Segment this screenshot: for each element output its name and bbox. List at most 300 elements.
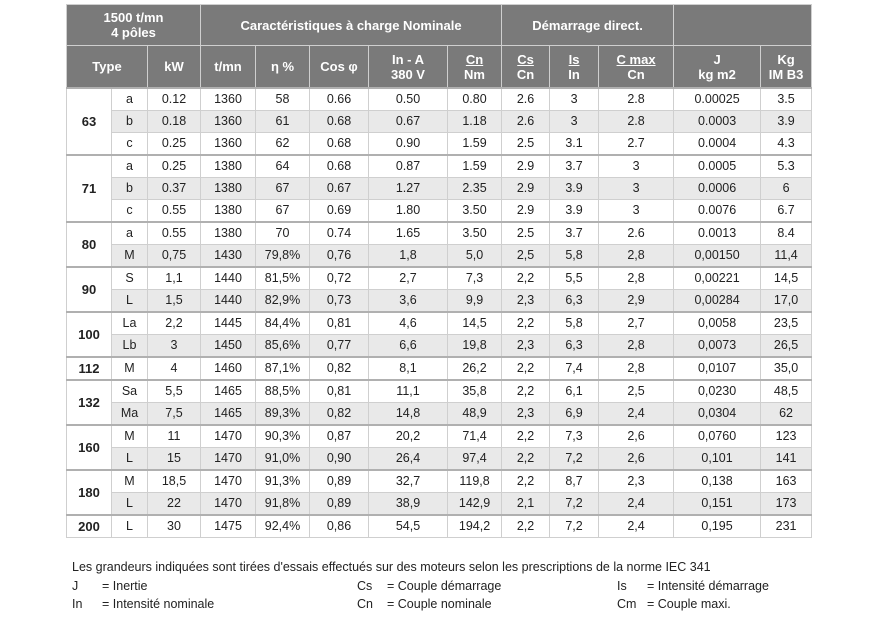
legend-item [357,597,492,611]
value-cell: 7,3 [550,425,599,448]
value-cell: 2,2 [502,380,550,403]
col-cn: Cn Nm [448,46,502,89]
variant-cell: a [112,222,148,245]
value-cell: 3.7 [550,155,599,178]
value-cell: 1450 [201,335,256,358]
value-cell: 1.80 [369,200,448,223]
value-cell: 2.9 [502,155,550,178]
value-cell: 5,0 [448,245,502,268]
value-cell: 2.5 [502,222,550,245]
value-cell: 1440 [201,290,256,313]
variant-cell: L [112,515,148,538]
legend-definition: = Intensité démarrage [647,579,769,593]
value-cell: 3.9 [550,178,599,200]
value-cell: 2,9 [599,290,674,313]
speed-title-line2: 4 pôles [111,25,156,40]
notes-intro: Les grandeurs indiquées sont tirées d'essais effectués sur des moteurs selon les prescriptions de la norme IEC 341 [72,560,711,574]
value-cell: 3 [599,200,674,223]
value-cell: 4.3 [761,133,812,156]
type-cell: 132 [67,380,112,425]
type-cell: 80 [67,222,112,267]
value-cell: 0.0004 [674,133,761,156]
value-cell: 64 [256,155,310,178]
table-row [67,403,812,426]
value-cell: 142,9 [448,493,502,516]
value-cell: 2,5 [502,245,550,268]
speed-title-line1: 1500 t/mn [103,10,164,25]
value-cell: 5.3 [761,155,812,178]
value-cell: 2.8 [599,111,674,133]
table-row [67,470,812,493]
value-cell: 89,3% [256,403,310,426]
table-row [67,222,812,245]
value-cell: 6 [761,178,812,200]
value-cell: 0.0005 [674,155,761,178]
value-cell: 0.18 [148,111,201,133]
value-cell: 0.0003 [674,111,761,133]
value-cell: 3.7 [550,222,599,245]
type-cell: 100 [67,312,112,357]
value-cell: 11 [148,425,201,448]
value-cell: 0,0760 [674,425,761,448]
value-cell: 61 [256,111,310,133]
variant-cell: c [112,133,148,156]
value-cell: 14,8 [369,403,448,426]
value-cell: 2,6 [599,448,674,471]
value-cell: 2.9 [502,200,550,223]
value-cell: 8,7 [550,470,599,493]
value-cell: 7,4 [550,357,599,380]
value-cell: 2.6 [502,88,550,111]
value-cell: 26,2 [448,357,502,380]
value-cell: 85,6% [256,335,310,358]
value-cell: 0.50 [369,88,448,111]
value-cell: 1360 [201,88,256,111]
value-cell: 0.67 [310,178,369,200]
value-cell: 0,00150 [674,245,761,268]
value-cell: 0,00221 [674,267,761,290]
value-cell: 0.66 [310,88,369,111]
value-cell: 0,101 [674,448,761,471]
value-cell: 91,8% [256,493,310,516]
value-cell: 11,4 [761,245,812,268]
value-cell: 32,7 [369,470,448,493]
value-cell: 70 [256,222,310,245]
legend-symbol: Cn [357,597,373,611]
value-cell: 1.18 [448,111,502,133]
value-cell: 97,4 [448,448,502,471]
value-cell: 26,4 [369,448,448,471]
value-cell: 1,5 [148,290,201,313]
value-cell: 2,4 [599,515,674,538]
value-cell: 2,7 [369,267,448,290]
value-cell: 0,151 [674,493,761,516]
value-cell: 1380 [201,222,256,245]
legend-symbol: J [72,579,79,593]
value-cell: 2,2 [502,425,550,448]
value-cell: 2.35 [448,178,502,200]
table-row [67,335,812,358]
type-cell: 63 [67,88,112,155]
value-cell: 2,3 [502,403,550,426]
value-cell: 17,0 [761,290,812,313]
value-cell: 0.87 [369,155,448,178]
variant-cell: c [112,200,148,223]
value-cell: 1360 [201,111,256,133]
value-cell: 0,72 [310,267,369,290]
table-row [67,88,812,111]
value-cell: 92,4% [256,515,310,538]
value-cell: 6,1 [550,380,599,403]
value-cell: 0,89 [310,493,369,516]
value-cell: 3 [550,111,599,133]
col-j: J kg m2 [674,46,761,89]
value-cell: 3 [599,178,674,200]
value-cell: 91,0% [256,448,310,471]
legend-definition: = Couple démarrage [387,579,502,593]
value-cell: 0,86 [310,515,369,538]
value-cell: 2,2 [502,357,550,380]
variant-cell: L [112,290,148,313]
value-cell: 5,8 [550,312,599,335]
value-cell: 0,77 [310,335,369,358]
value-cell: 2.6 [502,111,550,133]
legend-symbol: Cm [617,597,637,611]
speed-title [67,5,201,46]
variant-cell: b [112,178,148,200]
value-cell: 3,6 [369,290,448,313]
value-cell: 0,89 [310,470,369,493]
value-cell: 7,2 [550,515,599,538]
value-cell: 0,0058 [674,312,761,335]
variant-cell: a [112,155,148,178]
value-cell: 2.8 [599,88,674,111]
value-cell: 163 [761,470,812,493]
value-cell: 1.65 [369,222,448,245]
value-cell: 30 [148,515,201,538]
nominal-group-header: Caractéristiques à charge Nominale [201,5,502,46]
legend-symbol: In [72,597,83,611]
variant-cell: b [112,111,148,133]
value-cell: 2,8 [599,267,674,290]
value-cell: 0.67 [369,111,448,133]
value-cell: 5,8 [550,245,599,268]
value-cell: 0,75 [148,245,201,268]
value-cell: 2,4 [599,493,674,516]
type-cell: 90 [67,267,112,312]
value-cell: 8,1 [369,357,448,380]
value-cell: 2,3 [502,335,550,358]
value-cell: 0.74 [310,222,369,245]
variant-cell: a [112,88,148,111]
value-cell: 1470 [201,425,256,448]
value-cell: 1470 [201,470,256,493]
variant-cell: M [112,245,148,268]
table-row [67,448,812,471]
table-row [67,111,812,133]
value-cell: 67 [256,178,310,200]
empty-header [674,5,812,46]
value-cell: 1,1 [148,267,201,290]
value-cell: 22 [148,493,201,516]
value-cell: 2,2 [502,515,550,538]
value-cell: 2,3 [502,290,550,313]
value-cell: 0.25 [148,155,201,178]
value-cell: 6.7 [761,200,812,223]
value-cell: 2.6 [599,222,674,245]
value-cell: 119,8 [448,470,502,493]
variant-cell: Ma [112,403,148,426]
value-cell: 1470 [201,448,256,471]
value-cell: 48,5 [761,380,812,403]
value-cell: 35,8 [448,380,502,403]
value-cell: 2,8 [599,335,674,358]
variant-cell: M [112,357,148,380]
value-cell: 82,9% [256,290,310,313]
legend-item [617,597,731,611]
value-cell: 14,5 [761,267,812,290]
motor-spec-table-container [66,4,811,538]
table-row [67,290,812,313]
variant-cell: S [112,267,148,290]
col-cs: Cs Cn [502,46,550,89]
value-cell: 18,5 [148,470,201,493]
value-cell: 7,2 [550,448,599,471]
type-cell: 180 [67,470,112,515]
value-cell: 62 [256,133,310,156]
value-cell: 0,138 [674,470,761,493]
value-cell: 0,00284 [674,290,761,313]
table-row [67,425,812,448]
value-cell: 48,9 [448,403,502,426]
value-cell: 2,2 [502,312,550,335]
value-cell: 35,0 [761,357,812,380]
value-cell: 0,81 [310,380,369,403]
value-cell: 15 [148,448,201,471]
value-cell: 3 [550,88,599,111]
value-cell: 0.68 [310,133,369,156]
value-cell: 87,1% [256,357,310,380]
value-cell: 38,9 [369,493,448,516]
value-cell: 84,4% [256,312,310,335]
value-cell: 194,2 [448,515,502,538]
value-cell: 0,76 [310,245,369,268]
value-cell: 1.59 [448,155,502,178]
value-cell: 6,3 [550,290,599,313]
type-cell: 160 [67,425,112,470]
value-cell: 0.0013 [674,222,761,245]
legend-symbol: Cs [357,579,373,593]
value-cell: 2,2 [502,448,550,471]
table-row [67,357,812,380]
table-row [67,245,812,268]
value-cell: 2,2 [502,267,550,290]
legend-symbol: Is [617,579,627,593]
legend-definition: = Couple maxi. [647,597,731,611]
value-cell: 4 [148,357,201,380]
value-cell: 1445 [201,312,256,335]
variant-cell: La [112,312,148,335]
motor-spec-table [66,4,812,538]
value-cell: 1380 [201,155,256,178]
value-cell: 9,9 [448,290,502,313]
value-cell: 54,5 [369,515,448,538]
value-cell: 3 [148,335,201,358]
value-cell: 8.4 [761,222,812,245]
value-cell: 6,3 [550,335,599,358]
variant-cell: M [112,425,148,448]
value-cell: 79,8% [256,245,310,268]
value-cell: 0.25 [148,133,201,156]
variant-cell: Lb [112,335,148,358]
value-cell: 0.68 [310,155,369,178]
value-cell: 2,3 [599,470,674,493]
value-cell: 23,5 [761,312,812,335]
value-cell: 3.9 [761,111,812,133]
value-cell: 2.5 [502,133,550,156]
col-in: In - A 380 V [369,46,448,89]
legend-definition: = Intensité nominale [102,597,215,611]
table-row [67,493,812,516]
value-cell: 1.27 [369,178,448,200]
value-cell: 1,8 [369,245,448,268]
col-cos: Cos φ [310,46,369,89]
value-cell: 0.90 [369,133,448,156]
start-group-header: Démarrage direct. [502,5,674,46]
type-cell: 71 [67,155,112,222]
value-cell: 26,5 [761,335,812,358]
value-cell: 1380 [201,178,256,200]
value-cell: 0.0076 [674,200,761,223]
value-cell: 1470 [201,493,256,516]
value-cell: 0.12 [148,88,201,111]
value-cell: 0.37 [148,178,201,200]
col-kw: kW [148,46,201,89]
value-cell: 1.59 [448,133,502,156]
table-row [67,267,812,290]
table-row [67,380,812,403]
legend-item [72,579,148,593]
value-cell: 1460 [201,357,256,380]
col-eta: η % [256,46,310,89]
type-cell: 112 [67,357,112,380]
table-row [67,312,812,335]
value-cell: 0,195 [674,515,761,538]
value-cell: 0.55 [148,200,201,223]
value-cell: 0,0230 [674,380,761,403]
legend-item [617,579,769,593]
value-cell: 0,73 [310,290,369,313]
table-row [67,200,812,223]
value-cell: 19,8 [448,335,502,358]
value-cell: 2,7 [599,312,674,335]
value-cell: 7,5 [148,403,201,426]
value-cell: 90,3% [256,425,310,448]
value-cell: 5,5 [148,380,201,403]
value-cell: 2,4 [599,403,674,426]
col-cmax: C max Cn [599,46,674,89]
value-cell: 1440 [201,267,256,290]
value-cell: 2,8 [599,357,674,380]
variant-cell: Sa [112,380,148,403]
value-cell: 6,6 [369,335,448,358]
value-cell: 123 [761,425,812,448]
value-cell: 1465 [201,403,256,426]
variant-cell: L [112,448,148,471]
value-cell: 2,2 [502,470,550,493]
value-cell: 0.68 [310,111,369,133]
value-cell: 2.7 [599,133,674,156]
value-cell: 7,3 [448,267,502,290]
value-cell: 7,2 [550,493,599,516]
variant-cell: M [112,470,148,493]
value-cell: 1430 [201,245,256,268]
value-cell: 3.5 [761,88,812,111]
value-cell: 3.50 [448,222,502,245]
value-cell: 231 [761,515,812,538]
value-cell: 58 [256,88,310,111]
value-cell: 1465 [201,380,256,403]
value-cell: 5,5 [550,267,599,290]
value-cell: 0,82 [310,403,369,426]
col-type: Type [67,46,148,89]
value-cell: 3.9 [550,200,599,223]
value-cell: 3 [599,155,674,178]
value-cell: 141 [761,448,812,471]
value-cell: 14,5 [448,312,502,335]
value-cell: 2,2 [148,312,201,335]
value-cell: 0,87 [310,425,369,448]
value-cell: 1380 [201,200,256,223]
variant-cell: L [112,493,148,516]
value-cell: 3.50 [448,200,502,223]
table-row [67,155,812,178]
table-row [67,133,812,156]
value-cell: 0.00025 [674,88,761,111]
legend-definition: = Couple nominale [387,597,492,611]
value-cell: 3.1 [550,133,599,156]
legend-item [357,579,501,593]
value-cell: 0.80 [448,88,502,111]
value-cell: 1360 [201,133,256,156]
table-row [67,178,812,200]
value-cell: 0.69 [310,200,369,223]
table-row [67,515,812,538]
value-cell: 0,0107 [674,357,761,380]
value-cell: 0,0304 [674,403,761,426]
value-cell: 88,5% [256,380,310,403]
value-cell: 11,1 [369,380,448,403]
value-cell: 71,4 [448,425,502,448]
legend-definition: = Inertie [102,579,148,593]
value-cell: 0.0006 [674,178,761,200]
value-cell: 173 [761,493,812,516]
value-cell: 2,5 [599,380,674,403]
value-cell: 62 [761,403,812,426]
value-cell: 20,2 [369,425,448,448]
value-cell: 2,1 [502,493,550,516]
value-cell: 91,3% [256,470,310,493]
value-cell: 2,8 [599,245,674,268]
value-cell: 2.9 [502,178,550,200]
value-cell: 0,82 [310,357,369,380]
col-kg: Kg IM B3 [761,46,812,89]
value-cell: 1475 [201,515,256,538]
col-is: Is In [550,46,599,89]
value-cell: 0.55 [148,222,201,245]
value-cell: 0,90 [310,448,369,471]
value-cell: 67 [256,200,310,223]
